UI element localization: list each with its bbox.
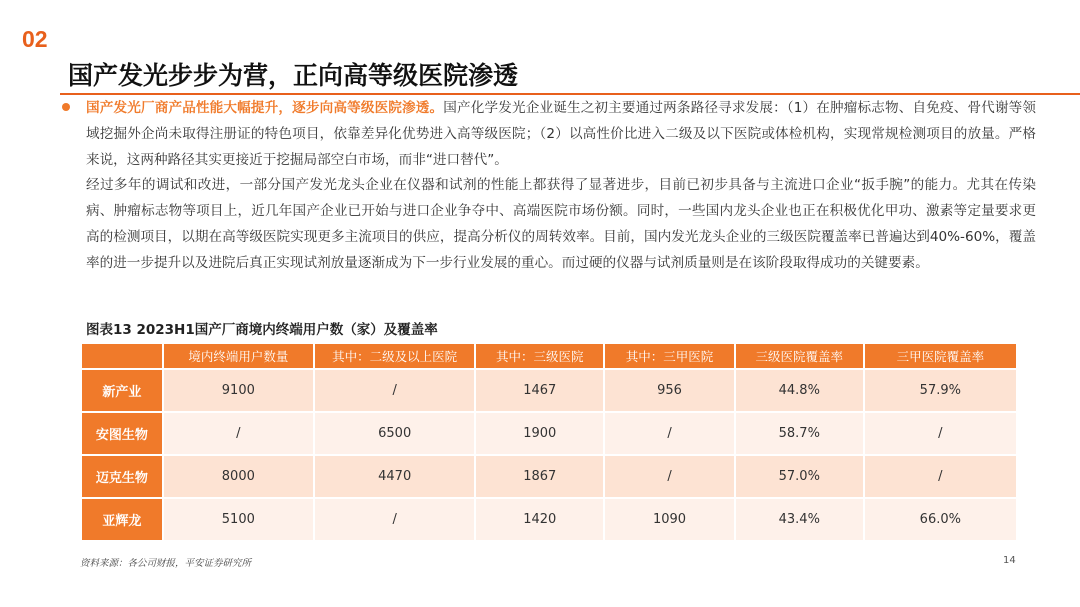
table-header-cell: 其中：三甲医院	[605, 344, 734, 368]
table-cell: 9100	[164, 370, 313, 411]
table-cell: /	[315, 499, 474, 540]
table-cell: 58.7%	[736, 413, 863, 454]
table-title: 图表13 2023H1国产厂商境内终端用户数（家）及覆盖率	[86, 322, 438, 338]
table-cell: 5100	[164, 499, 313, 540]
table-cell: 6500	[315, 413, 474, 454]
row-company: 安图生物	[82, 413, 162, 454]
table-header-cell: 三级医院覆盖率	[736, 344, 863, 368]
title-divider	[60, 93, 1080, 95]
table-cell: 57.0%	[736, 456, 863, 497]
table-cell: 1090	[605, 499, 734, 540]
source-note: 资料来源：各公司财报，平安证券研究所	[80, 558, 252, 569]
table-row	[82, 499, 1016, 540]
table-cell: 1867	[476, 456, 603, 497]
bullet-paragraph	[86, 96, 1036, 173]
table-cell: 1900	[476, 413, 603, 454]
table-cell: 1420	[476, 499, 603, 540]
table-row	[82, 413, 1016, 454]
coverage-table	[80, 342, 1018, 542]
table-cell: 43.4%	[736, 499, 863, 540]
table-cell: 4470	[315, 456, 474, 497]
table-cell: /	[315, 370, 474, 411]
table-header-cell: 三甲医院覆盖率	[865, 344, 1016, 368]
table-cell: /	[605, 413, 734, 454]
page-title: 国产发光步步为营，正向高等级医院渗透	[68, 61, 519, 90]
table-cell: 8000	[164, 456, 313, 497]
row-company: 亚辉龙	[82, 499, 162, 540]
bullet-highlight: 国产发光厂商产品性能大幅提升，逐步向高等级医院渗透。	[86, 100, 444, 116]
table-header-cell: 境内终端用户数量	[164, 344, 313, 368]
table-header-cell	[82, 344, 162, 368]
paragraph-2: 经过多年的调试和改进，一部分国产发光龙头企业在仪器和试剂的性能上都获得了显著进步，目前已初步具备与主流进口企业“扳手腕”的能力。尤其在传染病、肿瘤标志物等项目上，近几年国产企业已开始与进口企业争夺中、高端医院市场份额。同时，一些国内龙头企业也正在积极优化甲功、激素等定量要求更高的检测项目，以期在高等级医院实现更多主流项目的供应，提高分析仪的周转效率。目前，国内发光龙头企业的三级医院覆盖率已普遍达到40%-60%，覆盖率的进一步提升以及进院后真正实现试剂放量逐渐成为下一步行业发展的重心。而过硬的仪器与试剂质量则是在该阶段取得成功的关键要素。	[86, 177, 1036, 271]
bullet-text: 国产化学发光企业诞生之初主要通过两条路径寻求发展：（1）在肿瘤标志物、自免疫、骨代谢等领域挖掘外企尚未取得注册证的特色项目，依靠差异化优势进入高等级医院；（2）以高性价比进入二级及以下医院或体检机构，实现常规检测项目的放量。严格来说，这两种路径其实更接近于挖掘局部空白市场，而非“进口替代”。	[86, 100, 1036, 168]
table-row	[82, 456, 1016, 497]
table-cell: /	[605, 456, 734, 497]
table-cell: 1467	[476, 370, 603, 411]
table-header-row	[82, 344, 1016, 368]
section-number: 02	[22, 26, 48, 52]
table-header-cell: 其中：三级医院	[476, 344, 603, 368]
bullet-dot-icon	[62, 103, 70, 111]
body-text	[86, 96, 1036, 277]
table-cell: 66.0%	[865, 499, 1016, 540]
table-row	[82, 370, 1016, 411]
table-cell: /	[865, 456, 1016, 497]
table-cell: 44.8%	[736, 370, 863, 411]
table-cell: /	[164, 413, 313, 454]
page-number: 14	[1003, 555, 1016, 566]
row-company: 新产业	[82, 370, 162, 411]
table-cell: /	[865, 413, 1016, 454]
row-company: 迈克生物	[82, 456, 162, 497]
table-cell: 956	[605, 370, 734, 411]
table-cell: 57.9%	[865, 370, 1016, 411]
table-header-cell: 其中：二级及以上医院	[315, 344, 474, 368]
